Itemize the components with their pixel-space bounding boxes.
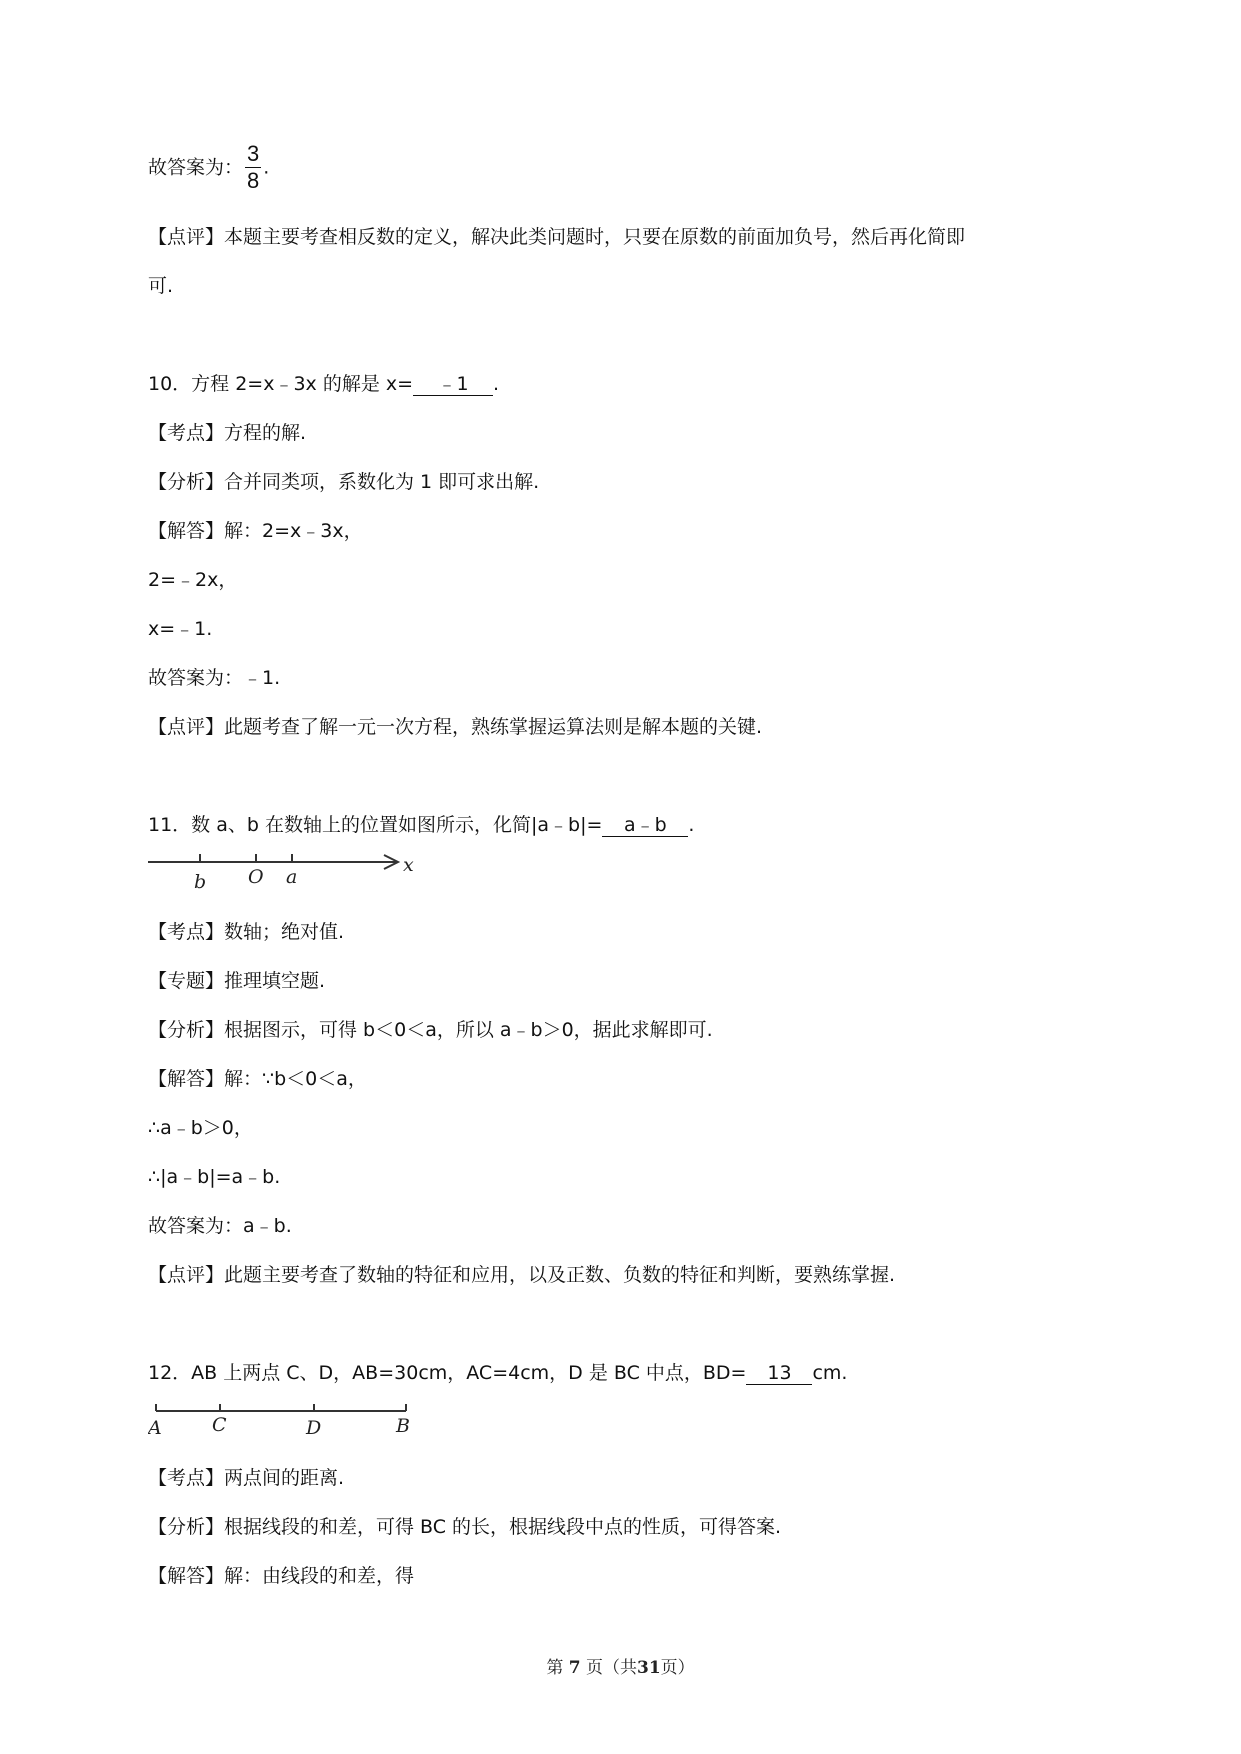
q12-kaodian: 【考点】两点间的距离. (148, 1467, 345, 1489)
q11-kaodian: 【考点】数轴；绝对值. (148, 921, 345, 943)
q10-answer: 故答案为：﹣1. (148, 667, 281, 689)
q12-stem-prefix: 12．AB 上两点 C、D，AB=30cm，AC=4cm，D 是 BC 中点，BD= (148, 1362, 747, 1384)
label-b: b (194, 871, 207, 893)
q9-answer-line (148, 142, 269, 193)
q11-stem-prefix: 11．数 a、b 在数轴上的位置如图所示，化简|a﹣b|= (148, 814, 603, 836)
label-b: B (396, 1415, 410, 1437)
q12-answer-blank: 13 (746, 1362, 812, 1385)
q11-answer-blank: a﹣b (602, 814, 688, 837)
q11-review: 【点评】此题主要考查了数轴的特征和应用，以及正数、负数的特征和判断，要熟练掌握. (148, 1264, 896, 1286)
q11-step1: ∴a﹣b＞0， (148, 1117, 253, 1139)
q12-jieda: 【解答】解：由线段的和差，得 (148, 1565, 415, 1587)
q9-answer-suffix: . (263, 156, 270, 179)
q10-jieda: 【解答】解：2=x﹣3x， (148, 520, 363, 542)
footer-page-number: 7 (568, 1658, 581, 1678)
footer-total-pages: 31 (636, 1658, 661, 1678)
q12-fenxi: 【分析】根据线段的和差，可得 BC 的长，根据线段中点的性质，可得答案. (148, 1516, 782, 1538)
segment-svg (148, 1402, 418, 1442)
footer-suffix: 页） (660, 1658, 695, 1678)
label-a: a (286, 866, 298, 888)
label-o: O (248, 866, 264, 888)
q10-fenxi: 【分析】合并同类项，系数化为 1 即可求出解. (148, 471, 540, 493)
label-c: C (212, 1414, 227, 1436)
footer-middle: 页（共 (585, 1658, 637, 1678)
q9-review-line2: 可. (148, 275, 174, 297)
q12-stem (148, 1361, 847, 1385)
q10-kaodian: 【考点】方程的解. (148, 422, 307, 444)
q11-step2: ∴|a﹣b|=a﹣b. (148, 1166, 281, 1188)
fraction-numerator: 3 (247, 141, 260, 166)
q9-review-line1: 【点评】本题主要考查相反数的定义，解决此类问题时，只要在原数的前面加负号，然后再化简即 (148, 226, 966, 248)
q11-zhuanti: 【专题】推理填空题. (148, 970, 326, 992)
q11-stem-suffix: . (688, 814, 695, 836)
fraction-denominator: 8 (247, 168, 260, 193)
q12-segment-figure (148, 1402, 418, 1446)
label-d: D (306, 1417, 322, 1439)
q10-step2: x=﹣1. (148, 618, 213, 640)
number-line-svg (148, 850, 428, 898)
q10-review: 【点评】此题考查了解一元一次方程，熟练掌握运算法则是解本题的关键. (148, 716, 763, 738)
q11-fenxi: 【分析】根据图示，可得 b＜0＜a，所以 a﹣b＞0，据此求解即可. (148, 1019, 713, 1041)
q10-answer-blank: ﹣1 (413, 373, 493, 396)
page-footer (0, 1653, 1241, 1678)
q10-step1: 2=﹣2x， (148, 569, 238, 591)
q11-answer: 故答案为：a﹣b. (148, 1215, 292, 1237)
label-x: x (403, 854, 414, 876)
q11-stem (148, 813, 694, 837)
q11-jieda: 【解答】解：∵b＜0＜a， (148, 1068, 367, 1090)
q10-stem-prefix: 10．方程 2=x﹣3x 的解是 x= (148, 373, 414, 395)
label-a: A (148, 1417, 162, 1439)
q11-number-line-figure (148, 850, 428, 902)
q12-stem-suffix: cm. (812, 1362, 848, 1384)
q10-stem (148, 372, 499, 396)
q10-stem-suffix: . (493, 373, 500, 395)
footer-prefix: 第 (546, 1658, 564, 1678)
q9-answer-fraction (245, 142, 261, 193)
q9-answer-prefix: 故答案为： (148, 156, 244, 179)
